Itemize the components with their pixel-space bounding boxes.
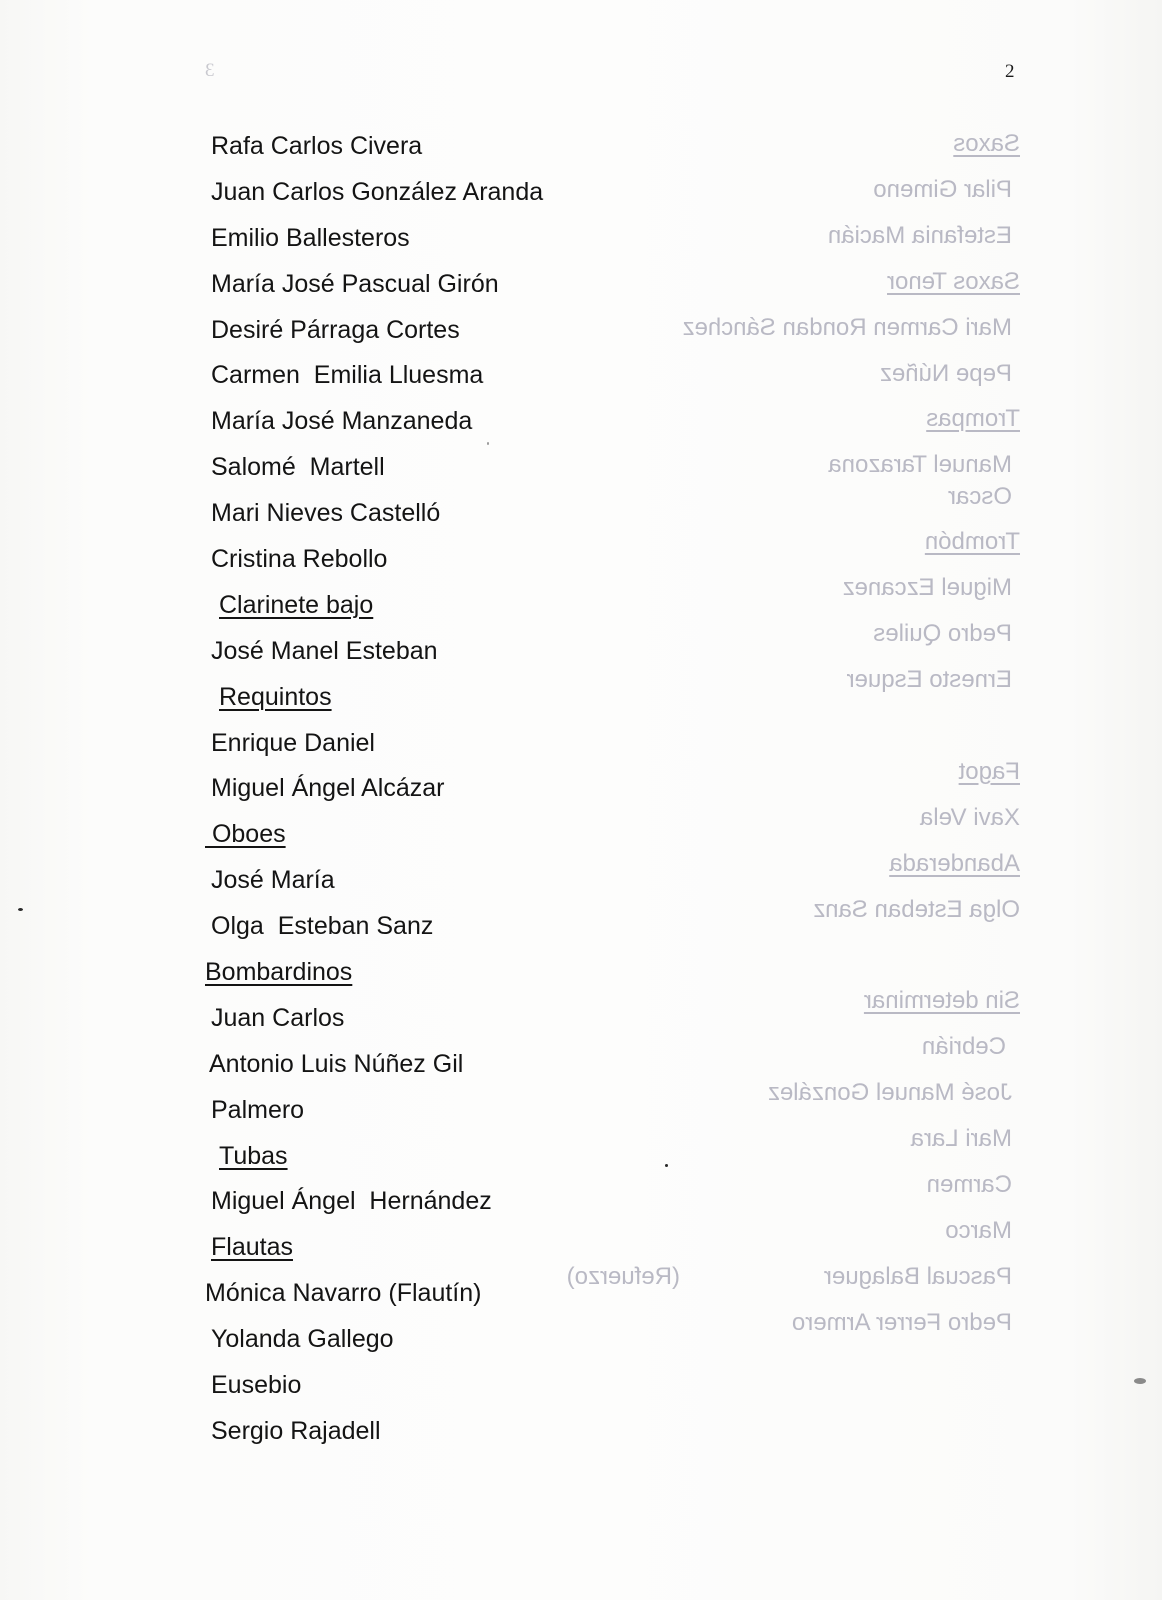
bleed-through-line: Manuel Tarazona — [828, 451, 1012, 479]
section-heading — [205, 1225, 543, 1271]
musician-name-text: José Manel Esteban — [211, 636, 438, 665]
musician-name — [205, 537, 543, 583]
musician-list — [205, 124, 543, 1455]
section-heading-text: Clarinete bajo — [219, 590, 374, 619]
bleed-through-heading: Trompas — [926, 405, 1020, 433]
bleed-through-line: Estefania Macián — [827, 221, 1012, 249]
musician-name-text: Cristina Rebollo — [211, 545, 388, 574]
musician-name — [205, 1317, 543, 1363]
musician-name — [205, 399, 543, 445]
musician-name — [205, 766, 543, 812]
musician-name — [205, 216, 543, 262]
bleed-through-line: José Manuel González — [767, 1079, 1012, 1107]
scan-speck — [1134, 1378, 1146, 1384]
musician-name — [205, 445, 543, 491]
section-heading-text: Oboes — [205, 820, 286, 849]
musician-name — [205, 1179, 543, 1225]
musician-name-text: Sergio Rajadell — [211, 1416, 381, 1445]
musician-name-text: Rafa Carlos Civera — [211, 132, 423, 160]
musician-name — [205, 904, 543, 950]
musician-name — [205, 996, 543, 1042]
musician-name-text: Juan Carlos — [211, 1003, 345, 1032]
musician-name — [205, 858, 543, 904]
scan-speck — [18, 908, 23, 911]
musician-name-text: María José Manzaneda — [211, 407, 473, 436]
musician-name — [205, 170, 543, 216]
section-heading — [205, 583, 543, 629]
musician-name-text: Mónica Navarro (Flautín) — [205, 1279, 482, 1308]
bleed-through-line: Mari Lara — [910, 1125, 1012, 1153]
musician-name — [205, 491, 543, 537]
musician-name-text: Enrique Daniel — [211, 728, 375, 757]
bleed-through-heading: Fagot — [958, 757, 1020, 785]
musician-name-text: Juan Carlos González Aranda — [211, 177, 544, 206]
bleed-through-heading: Saxos — [953, 130, 1020, 157]
bleed-through-heading: Sin determinar — [863, 987, 1020, 1015]
bleed-through-line: Mari Carmen Rondan Sánchez — [682, 313, 1012, 341]
bleed-through-line: Pascual Balaguer — [823, 1262, 1012, 1290]
musician-name-text: Antonio Luis Núñez Gil — [209, 1049, 464, 1078]
page-number: 2 — [1005, 61, 1015, 82]
musician-name-text: Desiré Párraga Cortes — [211, 315, 460, 344]
musician-name-text: Miguel Ángel Hernández — [211, 1187, 492, 1216]
musician-name-text: Miguel Ángel Alcázar — [211, 774, 445, 803]
bleed-through-line: Olga Esteban Sanz — [813, 895, 1020, 923]
section-heading — [205, 950, 543, 996]
section-heading-text: Tubas — [219, 1141, 288, 1170]
musician-name-text: Eusebio — [211, 1371, 302, 1400]
section-heading-text: Bombardinos — [205, 958, 353, 987]
bleed-through-page-number: 3 — [205, 60, 215, 81]
musician-name-text: Yolanda Gallego — [211, 1325, 394, 1354]
bleed-through-line: Pilar Gimeno — [873, 175, 1012, 203]
musician-name — [205, 629, 543, 675]
bleed-through-heading: Saxos Tenor — [887, 267, 1020, 295]
musician-name — [205, 1363, 543, 1409]
musician-name-text: Emilio Ballesteros — [211, 223, 410, 252]
section-heading — [205, 1134, 543, 1180]
musician-name — [205, 721, 543, 767]
section-heading — [205, 675, 543, 721]
bleed-through-line: Xavi Vela — [919, 803, 1020, 831]
musician-name-text: Olga Esteban Sanz — [211, 912, 434, 941]
musician-name — [205, 353, 543, 399]
musician-name-text: José María — [211, 866, 335, 895]
section-heading-text: Flautas — [211, 1233, 293, 1262]
musician-name — [205, 1409, 543, 1455]
musician-name-text: Carmen Emilia Lluesma — [211, 361, 484, 390]
section-heading — [205, 812, 543, 858]
scan-speck — [665, 1164, 668, 1167]
section-heading-text: Requintos — [219, 682, 332, 711]
musician-name — [205, 1271, 543, 1317]
bleed-through-heading: Trombón — [924, 528, 1020, 556]
bleed-through-line: Carmen — [926, 1171, 1012, 1198]
bleed-through-line: Oscar — [947, 482, 1012, 510]
bleed-through-line: Marco — [945, 1216, 1012, 1244]
musician-name-text: Palmero — [211, 1095, 305, 1124]
musician-name-text: Mari Nieves Castelló — [211, 499, 441, 528]
bleed-through-line: Pedro Ferrer Armero — [791, 1308, 1012, 1336]
musician-name — [205, 1042, 543, 1088]
bleed-through-line: Pedro Quiles — [873, 620, 1012, 648]
musician-name — [205, 262, 543, 308]
bleed-through-line: (Refuerzo) — [566, 1262, 680, 1290]
bleed-through-line: Ernesto Esquer — [846, 666, 1012, 694]
musician-name-text: Salomé Martell — [211, 453, 385, 482]
musician-name — [205, 124, 543, 170]
musician-name-text: María José Pascual Girón — [211, 269, 499, 298]
musician-name — [205, 1088, 543, 1134]
bleed-through-line: Pepe Núñez — [879, 359, 1012, 387]
bleed-through-line: Cebrián — [921, 1033, 1006, 1061]
musician-name — [205, 308, 543, 354]
bleed-through-heading: Abanderada — [889, 849, 1020, 877]
scan-speck — [487, 442, 489, 445]
bleed-through-line: Miguel Ezcanez — [842, 574, 1012, 602]
